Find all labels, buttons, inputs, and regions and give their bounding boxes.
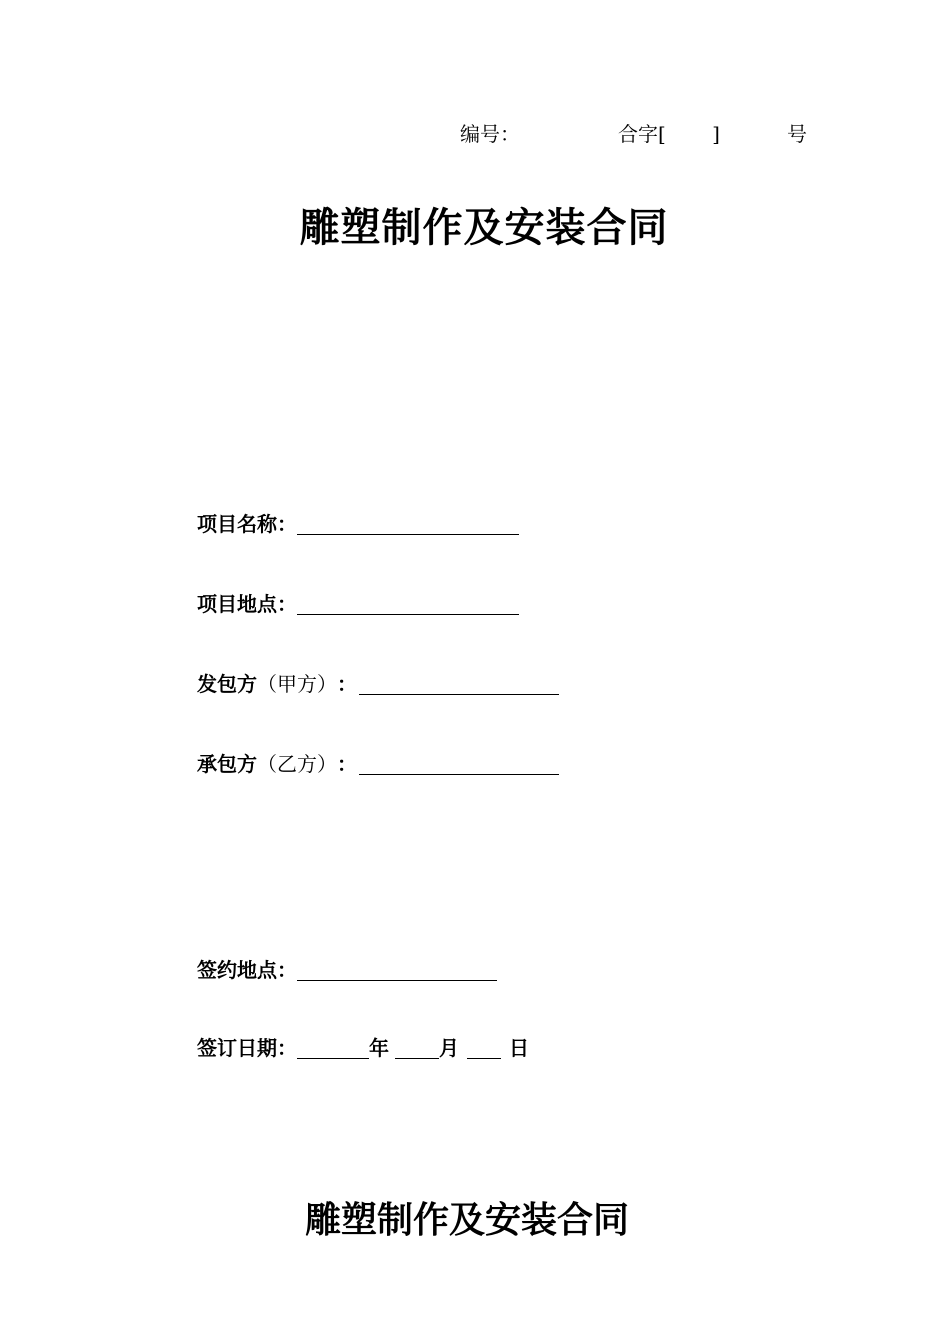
- party-a-paren: （甲方）: [257, 672, 337, 696]
- second-page-title: 雕塑制作及安装合同: [304, 1199, 629, 1241]
- party-b-blank[interactable]: [359, 752, 559, 775]
- project-name-blank[interactable]: [297, 512, 519, 535]
- contract-number-label: 编号：: [460, 122, 520, 146]
- party-b-label: 承包方: [197, 752, 257, 776]
- party-b-paren: （乙方）: [257, 752, 337, 776]
- document-title: 雕塑制作及安装合同: [299, 204, 669, 251]
- sign-date-label: 签订日期：: [197, 1036, 297, 1060]
- party-a-row: [197, 670, 559, 698]
- party-a-label: 发包方: [197, 672, 257, 696]
- month-unit: 月: [439, 1036, 459, 1060]
- party-b-colon: ：: [337, 752, 357, 776]
- party-b-row: [197, 750, 559, 778]
- project-location-blank[interactable]: [297, 592, 519, 615]
- sign-date-row: [197, 1034, 529, 1062]
- sign-location-blank[interactable]: [297, 958, 497, 981]
- month-blank[interactable]: [395, 1036, 439, 1059]
- party-a-blank[interactable]: [359, 672, 559, 695]
- sign-location-row: [197, 956, 497, 984]
- project-name-label: 项目名称：: [197, 512, 297, 536]
- contract-number-prefix: 合字[ ]: [618, 122, 720, 146]
- party-a-colon: ：: [337, 672, 357, 696]
- project-location-row: [197, 590, 519, 618]
- contract-number-suffix: 号: [787, 122, 807, 146]
- year-blank[interactable]: [297, 1036, 369, 1059]
- day-unit: 日: [509, 1036, 529, 1060]
- sign-location-label: 签约地点：: [197, 958, 297, 982]
- project-name-row: [197, 510, 519, 538]
- project-location-label: 项目地点：: [197, 592, 297, 616]
- day-blank[interactable]: [467, 1036, 501, 1059]
- year-unit: 年: [369, 1036, 389, 1060]
